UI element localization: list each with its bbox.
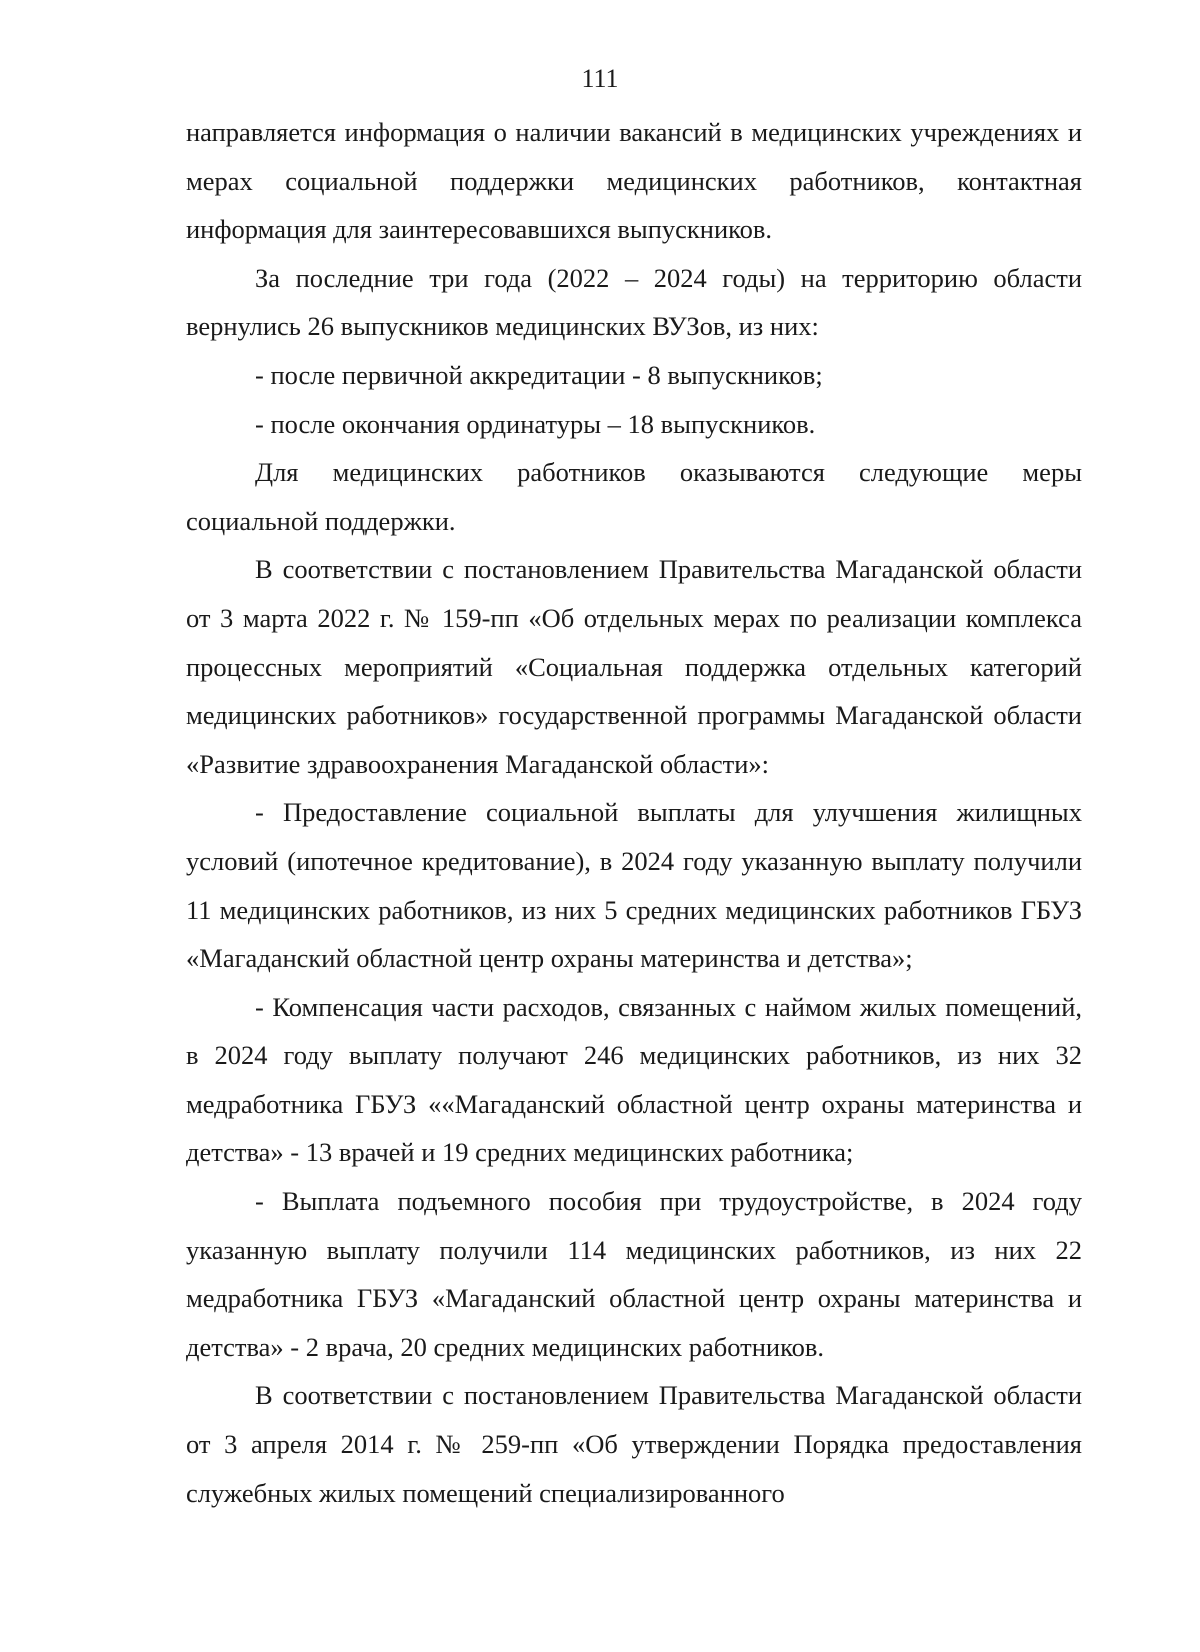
paragraph-vacancy-info: направляется информация о наличии вакансий в медицинских учреждениях и мерах социальной поддержки медицинских работников, контактная информация для заинтересовавшихся выпускников. — [186, 117, 1082, 245]
page-number: 111 — [581, 64, 619, 93]
document-body — [186, 108, 1082, 1517]
list-item-after-accreditation: - после первичной аккредитации - 8 выпускников; — [255, 359, 823, 390]
paragraph-resolution-259: В соответствии с постановлением Правительства Магаданской области от 3 апреля 2014 г. № 259-пп «Об утверждении Порядка предоставления служебных жилых помещений специализированного — [186, 1380, 1082, 1508]
list-item-after-residency: - после окончания ординатуры – 18 выпускников. — [255, 408, 816, 439]
paragraph-resolution-159: В соответствии с постановлением Правительства Магаданской области от 3 марта 2022 г. № 159-пп «Об отдельных мерах по реализации комплекса процессных мероприятий «Социальная поддержка отдельных категорий медицинских работников» государственной программы Магаданской области «Развитие здравоохранения Магаданской области»: — [186, 554, 1082, 779]
paragraph-returned-graduates: За последние три года (2022 – 2024 годы) на территорию области вернулись 26 выпускников медицинских ВУЗов, из них: — [186, 262, 1082, 342]
paragraph-support-measures-intro: Для медицинских работников оказываются следующие меры социальной поддержки. — [186, 457, 1082, 536]
list-item-housing-payment: - Предоставление социальной выплаты для улучшения жилищных условий (ипотечное кредитование), в 2024 году указанную выплату получили 11 медицинских работников, из них 5 средних медицинских работников ГБУЗ «Магаданский областной центр охраны материнства и детства»; — [186, 797, 1082, 974]
list-item-relocation-allowance: - Выплата подъемного пособия при трудоустройстве, в 2024 году указанную выплату получили 114 медицинских работников, из них 22 медработника ГБУЗ «Магаданский областной центр охраны материнства и детства» - 2 врача, 20 средних медицинских работников. — [186, 1186, 1082, 1362]
list-item-rent-compensation: - Компенсация части расходов, связанных с наймом жилых помещений, в 2024 году выплату получают 246 медицинских работников, из них 32 медработника ГБУЗ ««Магаданский областной центр охраны материнства и детства» - 13 врачей и 19 средних медицинских работника; — [186, 991, 1082, 1168]
